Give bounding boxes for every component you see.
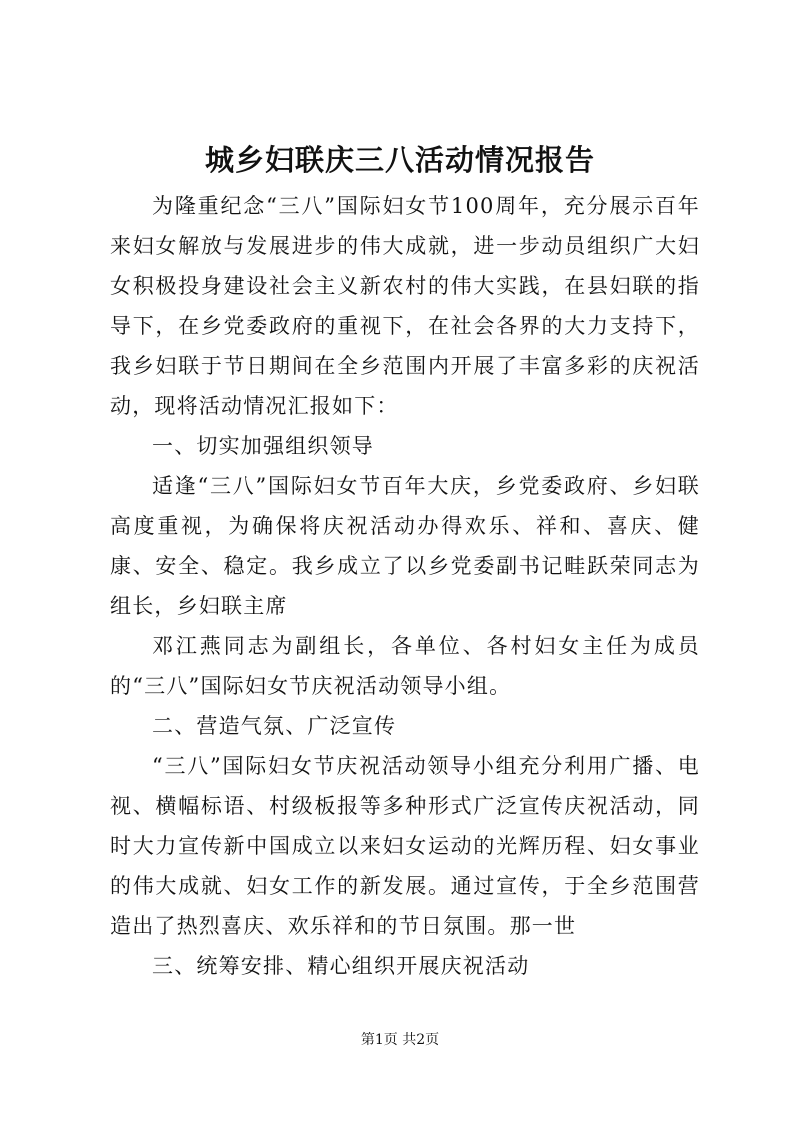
section-heading-1: 一、切实加强组织领导 bbox=[152, 434, 374, 458]
document-body bbox=[110, 186, 700, 986]
section-heading-3: 三、统筹安排、精心组织开展庆祝活动 bbox=[152, 954, 530, 978]
paragraph-section-1-b: 邓江燕同志为副组长，各单位、各村妇女主任为成员的“三八”国际妇女节庆祝活动领导小组。 bbox=[110, 634, 700, 698]
section-heading-2: 二、营造气氛、广泛宣传 bbox=[152, 714, 397, 738]
document-title: 城乡妇联庆三八活动情况报告 bbox=[204, 143, 595, 177]
paragraph-intro: 为隆重纪念“三八”国际妇女节100周年，充分展示百年来妇女解放与发展进步的伟大成就，进一步动员组织广大妇女积极投身建设社会主义新农村的伟大实践，在县妇联的指导下，在乡党委政府的重视下，在社会各界的大力支持下，我乡妇联于节日期间在全乡范围内开展了丰富多彩的庆祝活动，现将活动情况汇报如下： bbox=[110, 194, 700, 418]
paragraph-section-1-a: 适逢“三八”国际妇女节百年大庆，乡党委政府、乡妇联高度重视，为确保将庆祝活动办得欢乐、祥和、喜庆、健康、安全、稳定。我乡成立了以乡党委副书记畦跃荣同志为组长，乡妇联主席 bbox=[110, 474, 700, 618]
page-number-footer: 第1页 共2页 bbox=[360, 1032, 440, 1048]
paragraph-section-2: “三八”国际妇女节庆祝活动领导小组充分利用广播、电视、横幅标语、村级板报等多种形式广泛宣传庆祝活动，同时大力宣传新中国成立以来妇女运动的光辉历程、妇女事业的伟大成就、妇女工作的新发展。通过宣传，于全乡范围营造出了热烈喜庆、欢乐祥和的节日氛围。那一世 bbox=[110, 754, 700, 938]
